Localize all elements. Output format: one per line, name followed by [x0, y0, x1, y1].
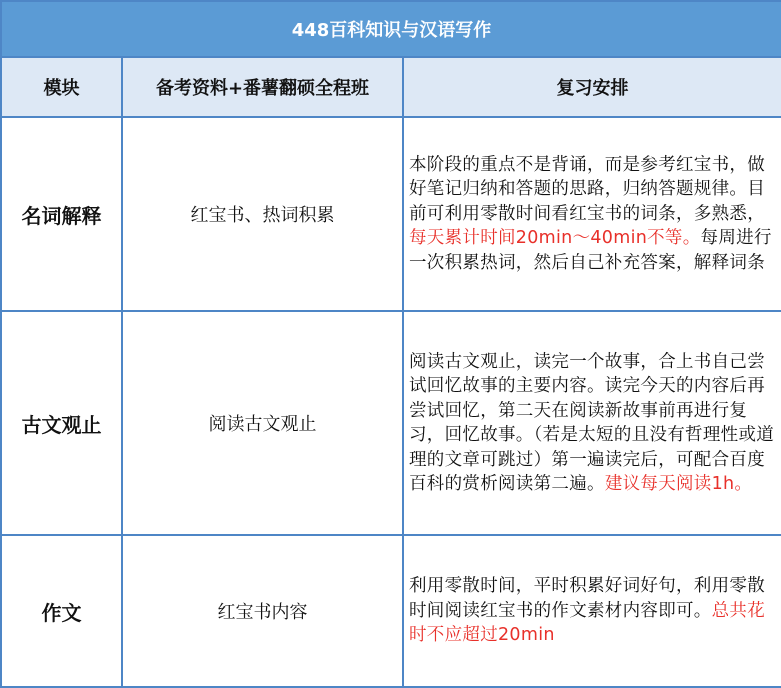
material-text: 红宝书内容	[122, 535, 403, 687]
module-name: 作文	[1, 535, 122, 687]
plan-text	[403, 311, 781, 535]
plan-highlight: 建议每天阅读1h。	[604, 474, 753, 494]
module-name: 古文观止	[1, 311, 122, 535]
plan-text-after: 每周进行一次积累热词，然后自己补充答案，解释词条	[409, 228, 772, 273]
material-text: 红宝书、热词积累	[122, 117, 403, 311]
plan-highlight: 总共花时不应超过20min	[409, 600, 766, 646]
header-plan: 复习安排	[403, 57, 781, 117]
header-material: 备考资料+番薯翻硕全程班	[122, 57, 403, 117]
module-name: 名词解释	[1, 117, 122, 311]
plan-text	[403, 117, 781, 311]
title-row	[1, 1, 781, 57]
table-row	[1, 117, 781, 311]
plan-text-before: 本阶段的重点不是背诵，而是参考红宝书，做好笔记归纳和答题的思路，归纳答题规律。目前可利用零散时间看红宝书的词条，多熟悉，	[409, 154, 765, 224]
header-row	[1, 57, 781, 117]
material-text: 阅读古文观止	[122, 311, 403, 535]
table-row	[1, 311, 781, 535]
plan-text-before: 阅读古文观止，读完一个故事，合上书自己尝试回忆故事的主要内容。读完今天的内容后再尝试回忆，第二天在阅读新故事前再进行复习，回忆故事。（若是太短的且没有哲理性或道理的文章可跳过）第一遍读完后，可配合百度百科的赏析阅读第二遍。	[409, 351, 775, 494]
plan-highlight: 每天累计时间20min～40min不等。	[409, 228, 701, 249]
plan-text	[403, 535, 781, 687]
table-row	[1, 535, 781, 687]
header-module: 模块	[1, 57, 122, 117]
table-title: 448百科知识与汉语写作	[1, 1, 781, 57]
plan-text-before: 利用零散时间，平时积累好词好句，利用零散时间阅读红宝书的作文素材内容即可。	[409, 576, 765, 621]
